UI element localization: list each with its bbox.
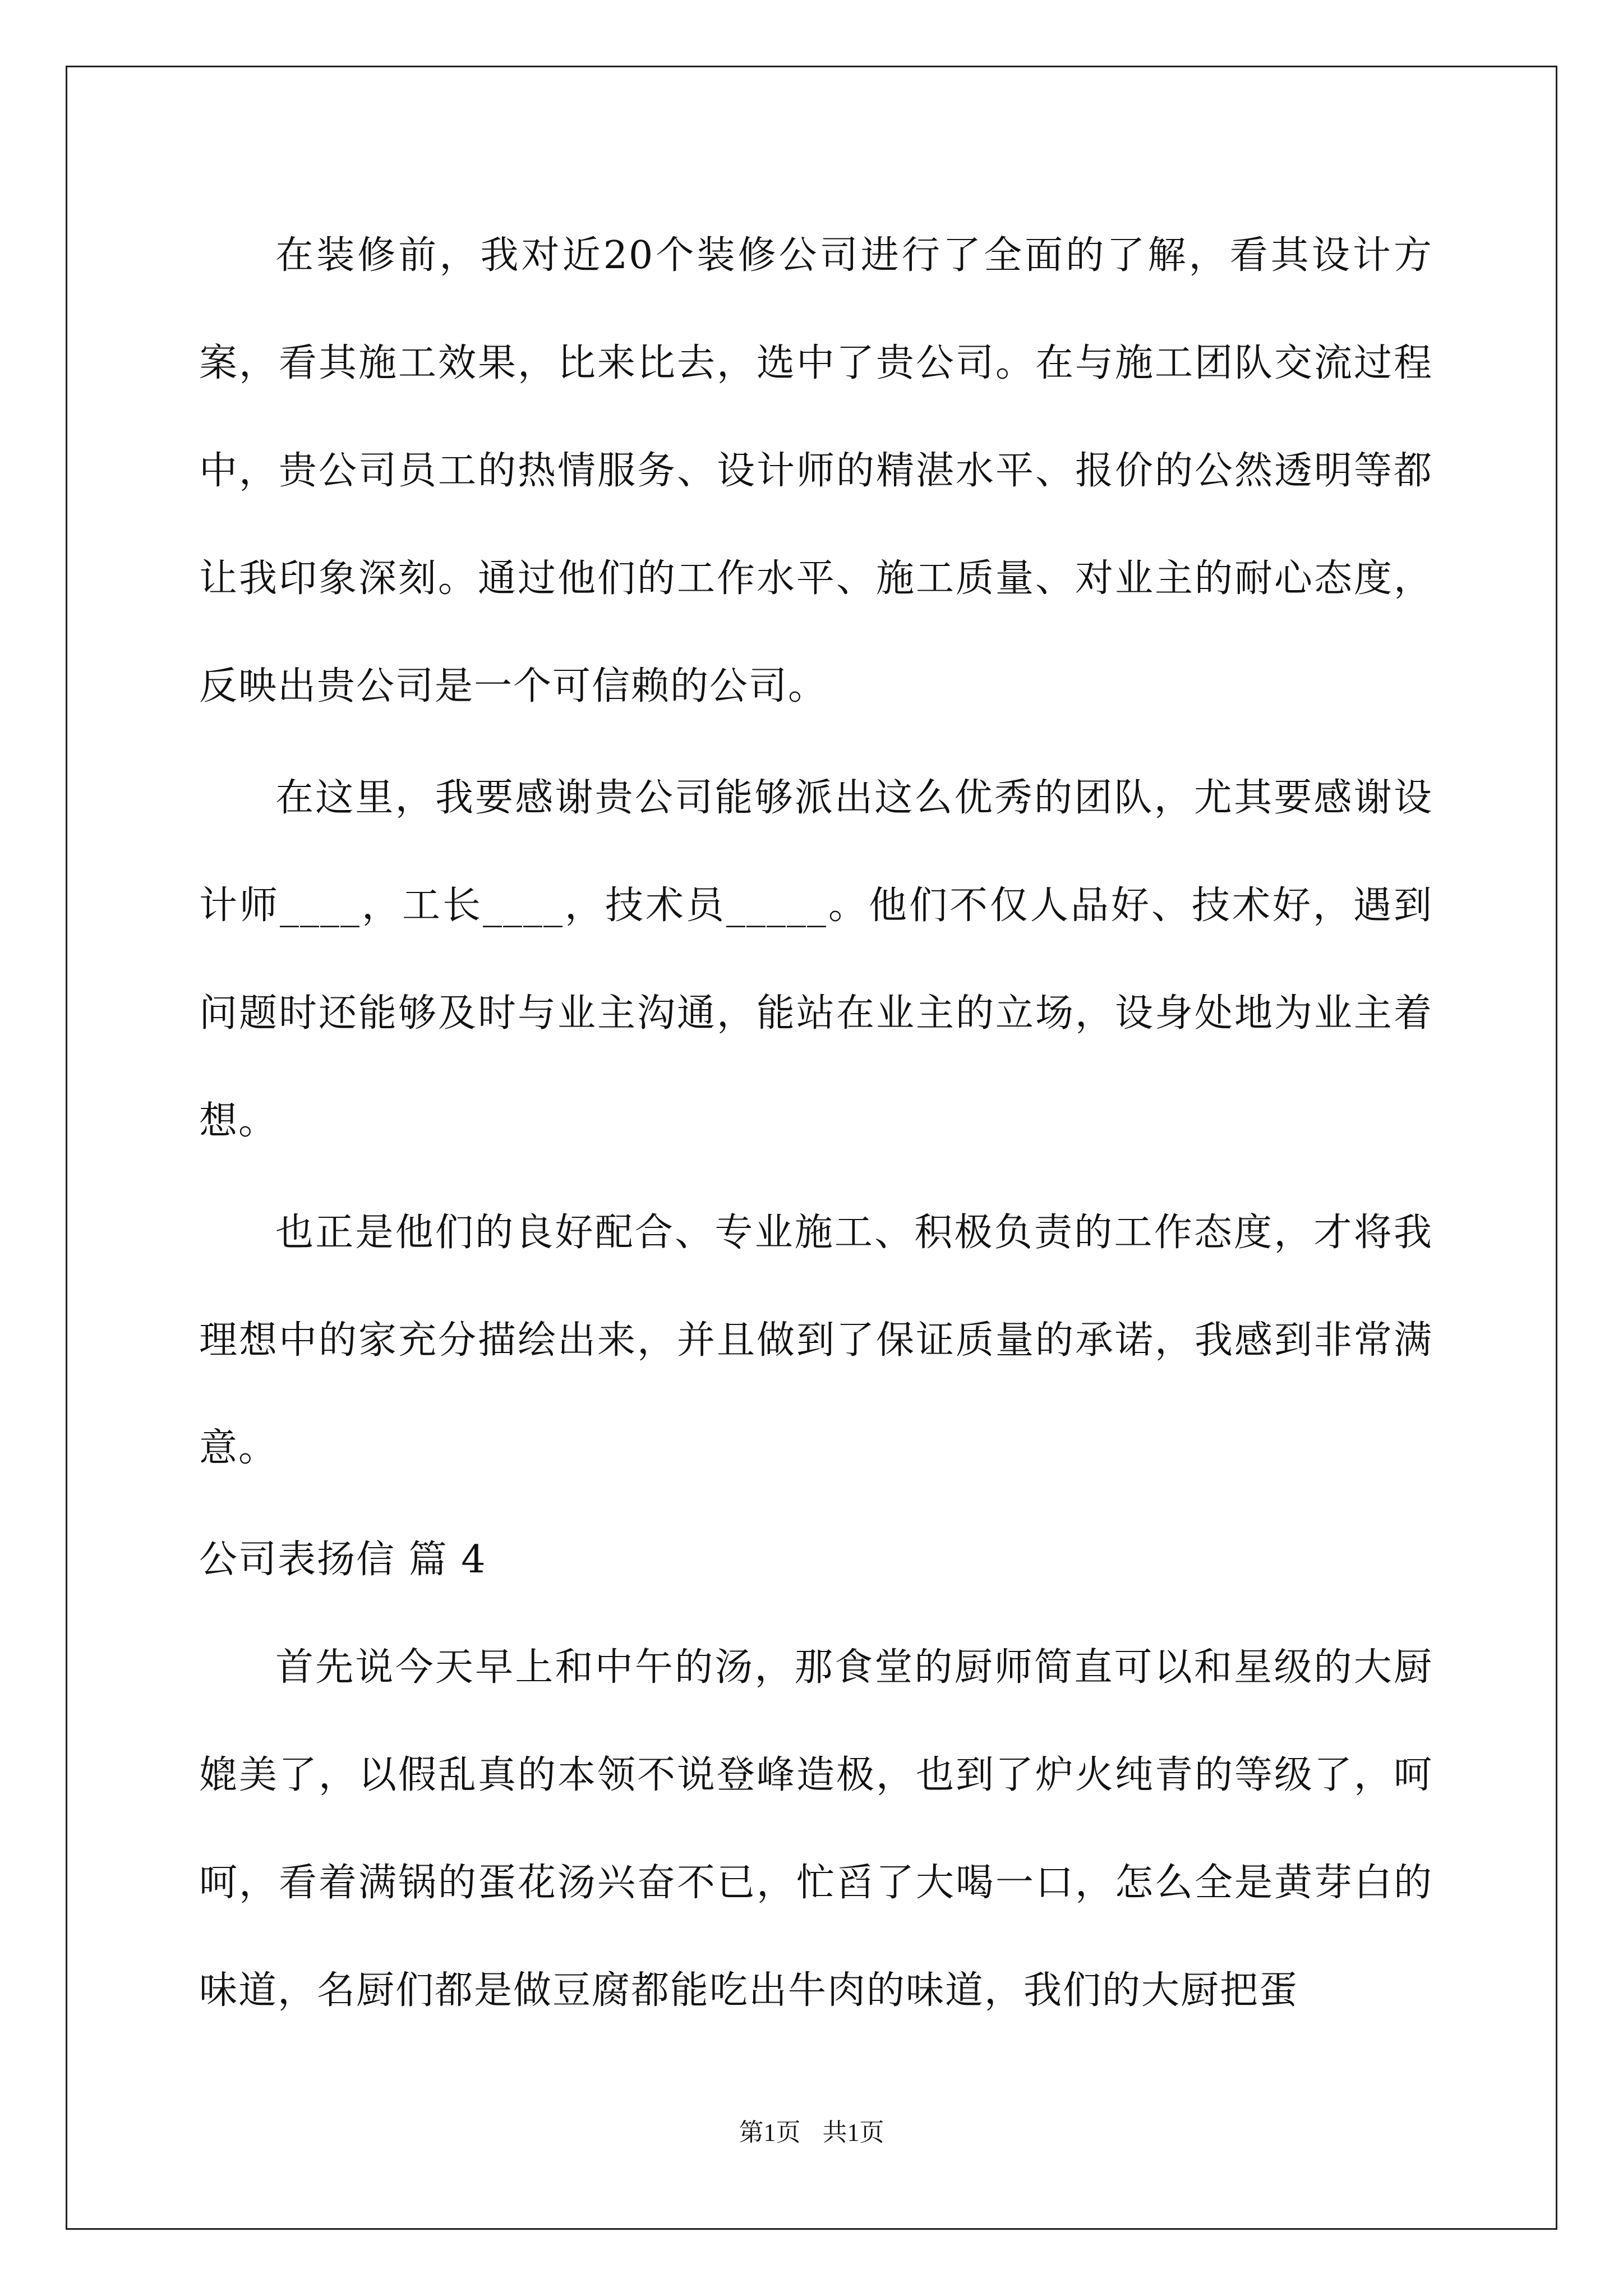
page-total: 共1页 — [822, 2119, 884, 2146]
paragraph-3: 也正是他们的良好配合、专业施工、积极负责的工作态度，才将我理想中的家充分描绘出来，并且做到了保证质量的承诺，我感到非常满意。 — [199, 1211, 1433, 1470]
document-body — [199, 202, 1433, 2049]
paragraph-1: 在装修前，我对近20个装修公司进行了全面的了解，看其设计方案，看其施工效果，比来比去，选中了贵公司。在与施工团队交流过程中，贵公司员工的热情服务、设计师的精湛水平、报价的公然透明等都让我印象深刻。通过他们的工作水平、施工质量、对业主的耐心态度，反映出贵公司是一个可信赖的公司。 — [199, 233, 1433, 708]
section-paragraph: 首先说今天早上和中午的汤，那食堂的厨师简直可以和星级的大厨媲美了，以假乱真的本领不说登峰造极，也到了炉火纯青的等级了，呵呵，看着满锅的蛋花汤兴奋不已，忙舀了大喝一口，怎么全是黄芽白的味道，名厨们都是做豆腐都能吃出牛肉的味道，我们的大厨把蛋 — [199, 1645, 1433, 2013]
page-footer — [0, 2116, 1623, 2150]
page-number: 第1页 — [739, 2119, 801, 2146]
section-heading: 公司表扬信 篇 4 — [199, 1538, 487, 1582]
paragraph-2: 在这里，我要感谢贵公司能够派出这么优秀的团队，尤其要感谢设计师____，工长____，技术员_____。他们不仅人品好、技术好，遇到问题时还能够及时与业主沟通，能站在业主的立场，设身处地为业主着想。 — [199, 776, 1433, 1143]
